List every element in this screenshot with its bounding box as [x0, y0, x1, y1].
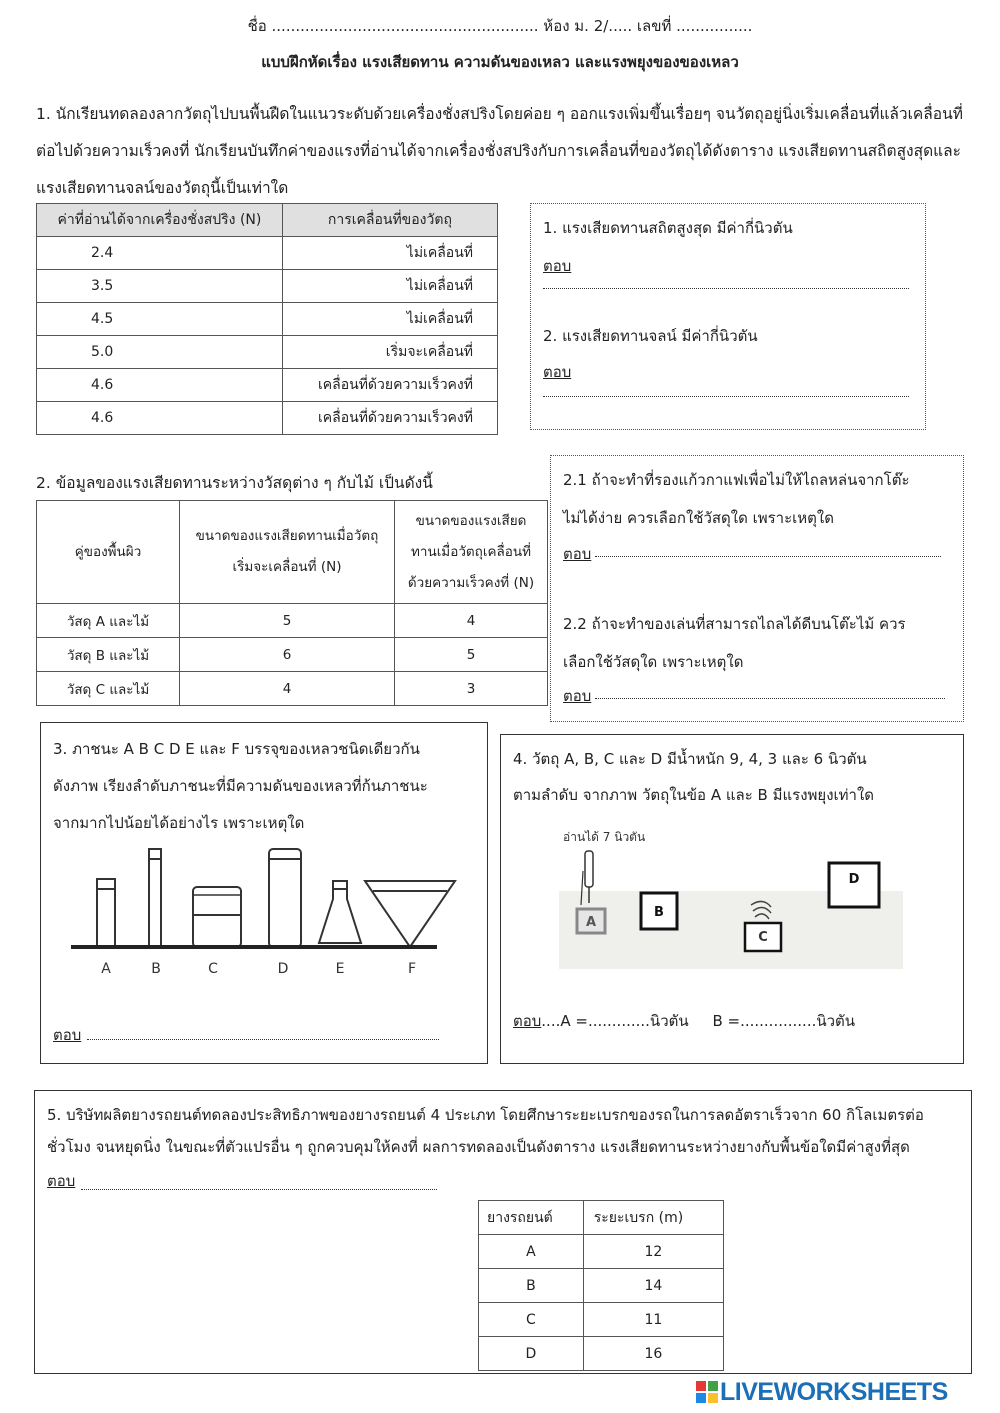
q2-answer2-field[interactable] — [595, 698, 945, 699]
buoyancy-diagram — [501, 823, 963, 983]
container-e — [319, 881, 361, 943]
q2-header-pair: คู่ของพื้นผิว — [37, 501, 180, 604]
q1-header-value: ค่าที่อ่านได้จากเครื่องชั่งสปริง (N) — [37, 204, 283, 237]
q2-cell: 5 — [395, 638, 548, 672]
q1-cell-motion: ไม่เคลื่อนที่ — [282, 303, 497, 336]
table-row — [37, 402, 498, 435]
q2-cell: วัสดุ A และไม้ — [37, 604, 180, 638]
reading-label: อ่านได้ 7 นิวตัน — [563, 830, 646, 844]
table-row — [37, 303, 498, 336]
q3-answer-field[interactable] — [87, 1039, 439, 1040]
spring-scale — [585, 851, 593, 887]
q1-cell-motion: เคลื่อนที่ด้วยความเร็วคงที่ — [282, 369, 497, 402]
label-c: C — [208, 961, 218, 977]
table-row — [37, 270, 498, 303]
q1-cell-value: 4.5 — [37, 303, 283, 336]
object-c-label: C — [758, 930, 768, 945]
q1-cell-value: 5.0 — [37, 336, 283, 369]
q2-sub1-line1: 2.1 ถ้าจะทำที่รองแก้วกาแฟเพื่อไม่ให้ไถลหล่นจากโต๊ะ — [563, 471, 910, 489]
q4-answer-rest[interactable]: ....A =.............นิวตัน B =................นิวตัน — [541, 1012, 856, 1030]
table-row — [37, 336, 498, 369]
q1-answer2-label: ตอบ — [543, 363, 572, 381]
q1-answer-box — [530, 203, 926, 430]
q2-cell: 3 — [395, 672, 548, 706]
q2-answer1-label: ตอบ — [563, 545, 592, 563]
q1-cell-motion: เคลื่อนที่ด้วยความเร็วคงที่ — [282, 402, 497, 435]
q3-line3: จากมากไปน้อยได้อย่างไร เพราะเหตุใด — [53, 814, 305, 832]
q1-cell-value: 4.6 — [37, 369, 283, 402]
q5-answer-field[interactable] — [81, 1189, 437, 1190]
table-row — [37, 237, 498, 270]
table-row — [37, 672, 548, 706]
table-row — [479, 1337, 724, 1371]
table-row — [37, 638, 548, 672]
q1-cell-motion: ไม่เคลื่อนที่ — [282, 237, 497, 270]
page-title: แบบฝึกหัดเรื่อง แรงเสียดทาน ความดันของเหลว และแรงพยุงของของเหลว — [261, 53, 739, 71]
q2-answer2-label: ตอบ — [563, 687, 592, 705]
containers-diagram — [41, 833, 487, 1003]
q2-cell: 6 — [180, 638, 395, 672]
q2-header-kinetic: ขนาดของแรงเสียดทานเมื่อวัตถุเคลื่อนที่ด้วยความเร็วคงที่ (N) — [395, 501, 548, 604]
q1-cell-motion: ไม่เคลื่อนที่ — [282, 270, 497, 303]
table-row — [37, 369, 498, 402]
q2-cell: 4 — [180, 672, 395, 706]
q5-cell: A — [479, 1235, 584, 1269]
q5-cell: 16 — [583, 1337, 723, 1371]
object-b-label: B — [654, 905, 664, 920]
logo-icon — [696, 1381, 718, 1403]
q2-sub1-line2: ไม่ได้ง่าย ควรเลือกใช้วัสดุใด เพราะเหตุใด — [563, 509, 834, 527]
q1-answer1-label: ตอบ — [543, 257, 572, 275]
q1-answer2-field[interactable] — [543, 396, 909, 397]
q5-cell: 12 — [583, 1235, 723, 1269]
student-info-line: ชื่อ ........................................................ ห้อง ม. 2/..... เลขที่ ................ — [247, 17, 753, 35]
q3-answer-label: ตอบ — [53, 1026, 82, 1044]
container-b — [149, 849, 161, 947]
table-row — [479, 1235, 724, 1269]
container-c — [193, 887, 241, 947]
q1-sub1-text: 1. แรงเสียดทานสถิตสูงสุด มีค่ากี่นิวตัน — [543, 219, 793, 237]
container-d — [269, 849, 301, 947]
q2-answer1-field[interactable] — [595, 556, 941, 557]
q1-header-motion: การเคลื่อนที่ของวัตถุ — [282, 204, 497, 237]
q5-answer-label: ตอบ — [47, 1172, 76, 1190]
q3-line2: ดังภาพ เรียงลำดับภาชนะที่มีความดันของเหลวที่ก้นภาชนะ — [53, 777, 428, 795]
q2-text: 2. ข้อมูลของแรงเสียดทานระหว่างวัสดุต่าง ๆ กับไม้ เป็นดังนี้ — [36, 474, 433, 492]
table-row — [479, 1303, 724, 1337]
q1-cell-value: 3.5 — [37, 270, 283, 303]
table-row — [479, 1269, 724, 1303]
label-e: E — [335, 961, 345, 977]
q5-header-distance: ระยะเบรก (m) — [583, 1201, 723, 1235]
q2-table — [36, 500, 548, 706]
q4-line2: ตามลำดับ จากภาพ วัตถุในข้อ A และ B มีแรงพยุงเท่าใด — [513, 786, 875, 804]
label-d: D — [277, 961, 289, 977]
q2-cell: วัสดุ B และไม้ — [37, 638, 180, 672]
q2-answer-box — [550, 455, 964, 722]
q1-answer1-field[interactable] — [543, 288, 909, 289]
q3-box — [40, 722, 488, 1064]
liveworksheets-logo — [696, 1378, 948, 1407]
q2-cell: วัสดุ C และไม้ — [37, 672, 180, 706]
q4-line1: 4. วัตถุ A, B, C และ D มีน้ำหนัก 9, 4, 3 และ 6 นิวตัน — [513, 750, 867, 768]
q5-cell: 14 — [583, 1269, 723, 1303]
q5-cell: D — [479, 1337, 584, 1371]
q2-header-static: ขนาดของแรงเสียดทานเมื่อวัตถุเริ่มจะเคลื่อนที่ (N) — [180, 501, 395, 604]
q5-header-tire: ยางรถยนต์ — [479, 1201, 584, 1235]
label-b: B — [151, 961, 161, 977]
q1-cell-value: 4.6 — [37, 402, 283, 435]
q1-cell-motion: เริ่มจะเคลื่อนที่ — [282, 336, 497, 369]
q2-sub2-line2: เลือกใช้วัสดุใด เพราะเหตุใด — [563, 653, 744, 671]
q1-text: 1. นักเรียนทดลองลากวัตถุไปบนพื้นฝืดในแนวระดับด้วยเครื่องชั่งสปริงโดยค่อย ๆ ออกแรงเพิ่มขึ้นเรื่อยๆ จนวัตถุอยู่นิ่งเริ่มเคลื่อนที่แล้วเคลื่อนที่ต่อไปด้วยความเร็วคงที่ นักเรียนบันทึกค่าของแรงที่อ่านได้จากเครื่องชั่งสปริงกับการเคลื่อนที่ของวัตถุได้ดังตาราง แรงเสียดทานสถิตสูงสุดและแรงเสียดทานจลน์ของวัตถุนี้เป็นเท่าใด — [36, 105, 963, 197]
table-row — [37, 604, 548, 638]
q5-cell: C — [479, 1303, 584, 1337]
q5-line2: ชั่วโมง จนหยุดนิ่ง ในขณะที่ตัวแปรอื่น ๆ ถูกควบคุมให้คงที่ ผลการทดลองเป็นดังตาราง แรงเสียดทานระหว่างยางกับพื้นข้อใดมีค่าสูงที่สุด — [47, 1138, 910, 1156]
logo-text: LIVEWORKSHEETS — [720, 1378, 948, 1406]
q2-cell: 4 — [395, 604, 548, 638]
q1-cell-value: 2.4 — [37, 237, 283, 270]
q1-table — [36, 203, 498, 435]
object-a-label: A — [585, 915, 597, 930]
q2-sub2-line1: 2.2 ถ้าจะทำของเล่นที่สามารถไถลได้ดีบนโต๊ะไม้ ควร — [563, 615, 906, 633]
q2-cell: 5 — [180, 604, 395, 638]
q4-box — [500, 734, 964, 1064]
q5-line1: 5. บริษัทผลิตยางรถยนต์ทดลองประสิทธิภาพของยางรถยนต์ 4 ประเภท โดยศึกษาระยะเบรกของรถในการลดอัตราเร็วจาก 60 กิโลเมตรต่อ — [47, 1106, 924, 1124]
q3-line1: 3. ภาชนะ A B C D E และ F บรรจุของเหลวชนิดเดียวกัน — [53, 740, 420, 758]
q5-cell: 11 — [583, 1303, 723, 1337]
label-a: A — [101, 961, 111, 977]
object-d-label: D — [848, 872, 860, 887]
q5-cell: B — [479, 1269, 584, 1303]
q4-answer-line — [513, 1003, 855, 1040]
q4-answer-label: ตอบ — [513, 1012, 542, 1030]
q5-table — [478, 1200, 724, 1371]
q1-sub2-text: 2. แรงเสียดทานจลน์ มีค่ากี่นิวตัน — [543, 327, 758, 345]
label-f: F — [407, 961, 417, 977]
